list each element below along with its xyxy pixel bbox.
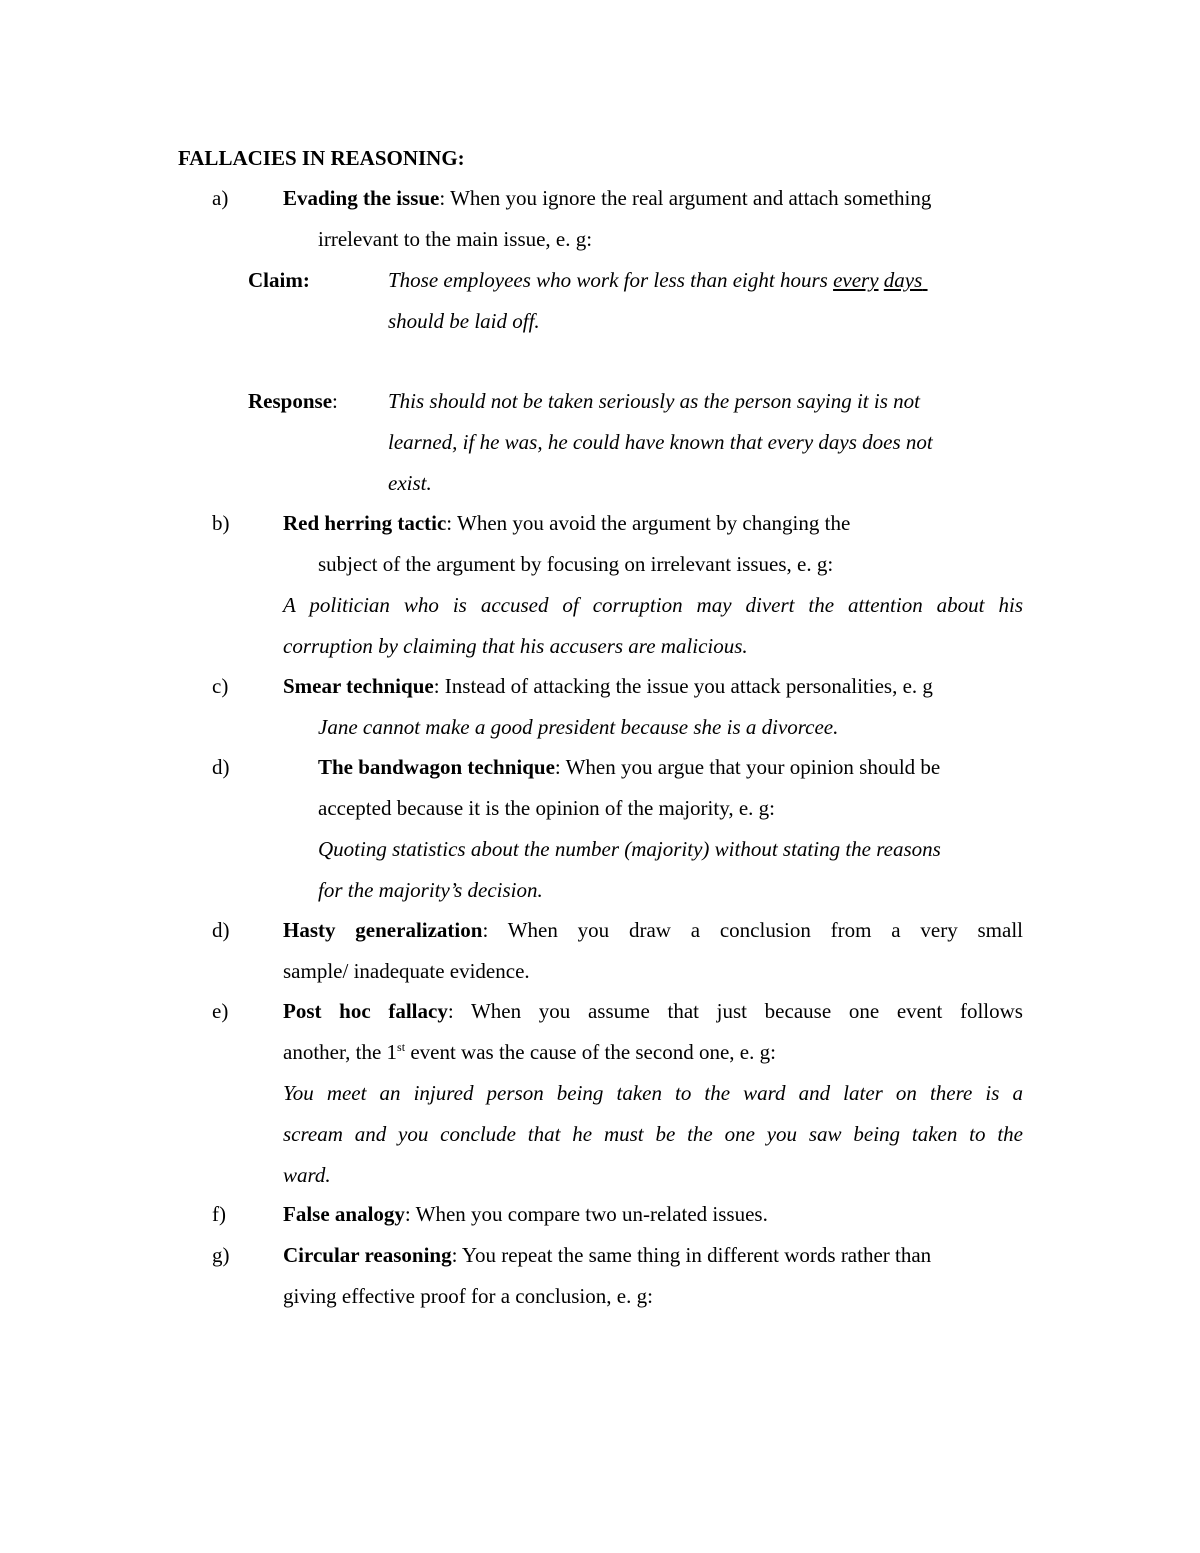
term-circular-reasoning: Circular reasoning <box>283 1243 452 1267</box>
term-bandwagon-technique: The bandwagon technique <box>318 755 555 779</box>
example-text: Jane cannot make a good president because she is a divorcee. <box>318 715 839 739</box>
definition-text: : When you assume that just because one event follows <box>447 999 1023 1023</box>
example-text: ward. <box>283 1163 331 1187</box>
item-definition <box>283 510 850 536</box>
example-text: A politician who is accused of corruption may divert the attention about his <box>283 593 1023 617</box>
definition-text: event was the cause of the second one, e. g: <box>405 1040 776 1064</box>
claim-text <box>388 267 928 293</box>
example-text: for the majority’s decision. <box>318 878 543 902</box>
response-label-text: Response <box>248 389 333 413</box>
response-label <box>248 388 338 414</box>
claim-text-part: Those employees who work for less than eight hours <box>388 268 834 292</box>
item-label: d) <box>212 755 230 779</box>
item-definition <box>283 917 1023 943</box>
item-label: f) <box>212 1202 226 1226</box>
example-text: Quoting statistics about the number (majority) without stating the reasons <box>318 837 941 861</box>
definition-text: : When you draw a conclusion from a very small <box>482 918 1023 942</box>
definition-continuation: irrelevant to the main issue, e. g: <box>318 227 593 251</box>
item-definition <box>283 185 931 211</box>
response-colon: : <box>332 389 338 413</box>
response-text: learned, if he was, he could have known that every days does not <box>388 430 933 454</box>
term-evading-the-issue: Evading the issue <box>283 186 440 210</box>
item-label: a) <box>212 186 229 210</box>
definition-text: : You repeat the same thing in different words rather than <box>451 1243 932 1267</box>
response-text: exist. <box>388 471 432 495</box>
claim-label: Claim: <box>248 268 310 292</box>
definition-continuation: sample/ inadequate evidence. <box>283 959 530 983</box>
item-definition <box>318 754 940 780</box>
term-post-hoc-fallacy: Post hoc fallacy <box>283 999 448 1023</box>
definition-text: : When you ignore the real argument and attach something <box>439 186 932 210</box>
definition-text: : When you compare two un-related issues. <box>404 1202 768 1226</box>
definition-continuation: giving effective proof for a conclusion, e. g: <box>283 1284 653 1308</box>
term-false-analogy: False analogy <box>283 1202 405 1226</box>
item-definition <box>283 673 933 699</box>
claim-underlined-days: days <box>883 268 923 292</box>
term-red-herring-tactic: Red herring tactic <box>283 511 447 535</box>
item-definition <box>283 1242 931 1268</box>
claim-underlined-every: every <box>833 268 879 292</box>
item-definition <box>283 1201 768 1227</box>
term-hasty-generalization: Hasty generalization <box>283 918 483 942</box>
ordinal-superscript: st <box>397 1040 406 1054</box>
definition-continuation <box>283 1039 776 1065</box>
example-text: scream and you conclude that he must be the one you saw being taken to the <box>283 1122 1023 1146</box>
item-label: b) <box>212 511 230 535</box>
definition-text: : When you argue that your opinion should be <box>554 755 941 779</box>
definition-text: another, the 1 <box>283 1040 398 1064</box>
item-definition <box>283 998 1023 1024</box>
page-title: FALLACIES IN REASONING: <box>178 146 465 170</box>
definition-continuation: subject of the argument by focusing on irrelevant issues, e. g: <box>318 552 834 576</box>
claim-text-continuation: should be laid off. <box>388 309 540 333</box>
term-smear-technique: Smear technique <box>283 674 434 698</box>
item-label: e) <box>212 999 229 1023</box>
item-label: d) <box>212 918 230 942</box>
response-text: This should not be taken seriously as the person saying it is not <box>388 389 920 413</box>
definition-continuation: accepted because it is the opinion of the majority, e. g: <box>318 796 775 820</box>
example-text: corruption by claiming that his accusers are malicious. <box>283 634 748 658</box>
definition-text: : When you avoid the argument by changing the <box>446 511 851 535</box>
item-label: c) <box>212 674 229 698</box>
item-label: g) <box>212 1243 230 1267</box>
example-text: You meet an injured person being taken to the ward and later on there is a <box>283 1081 1023 1105</box>
definition-text: : Instead of attacking the issue you attack personalities, e. g <box>433 674 933 698</box>
